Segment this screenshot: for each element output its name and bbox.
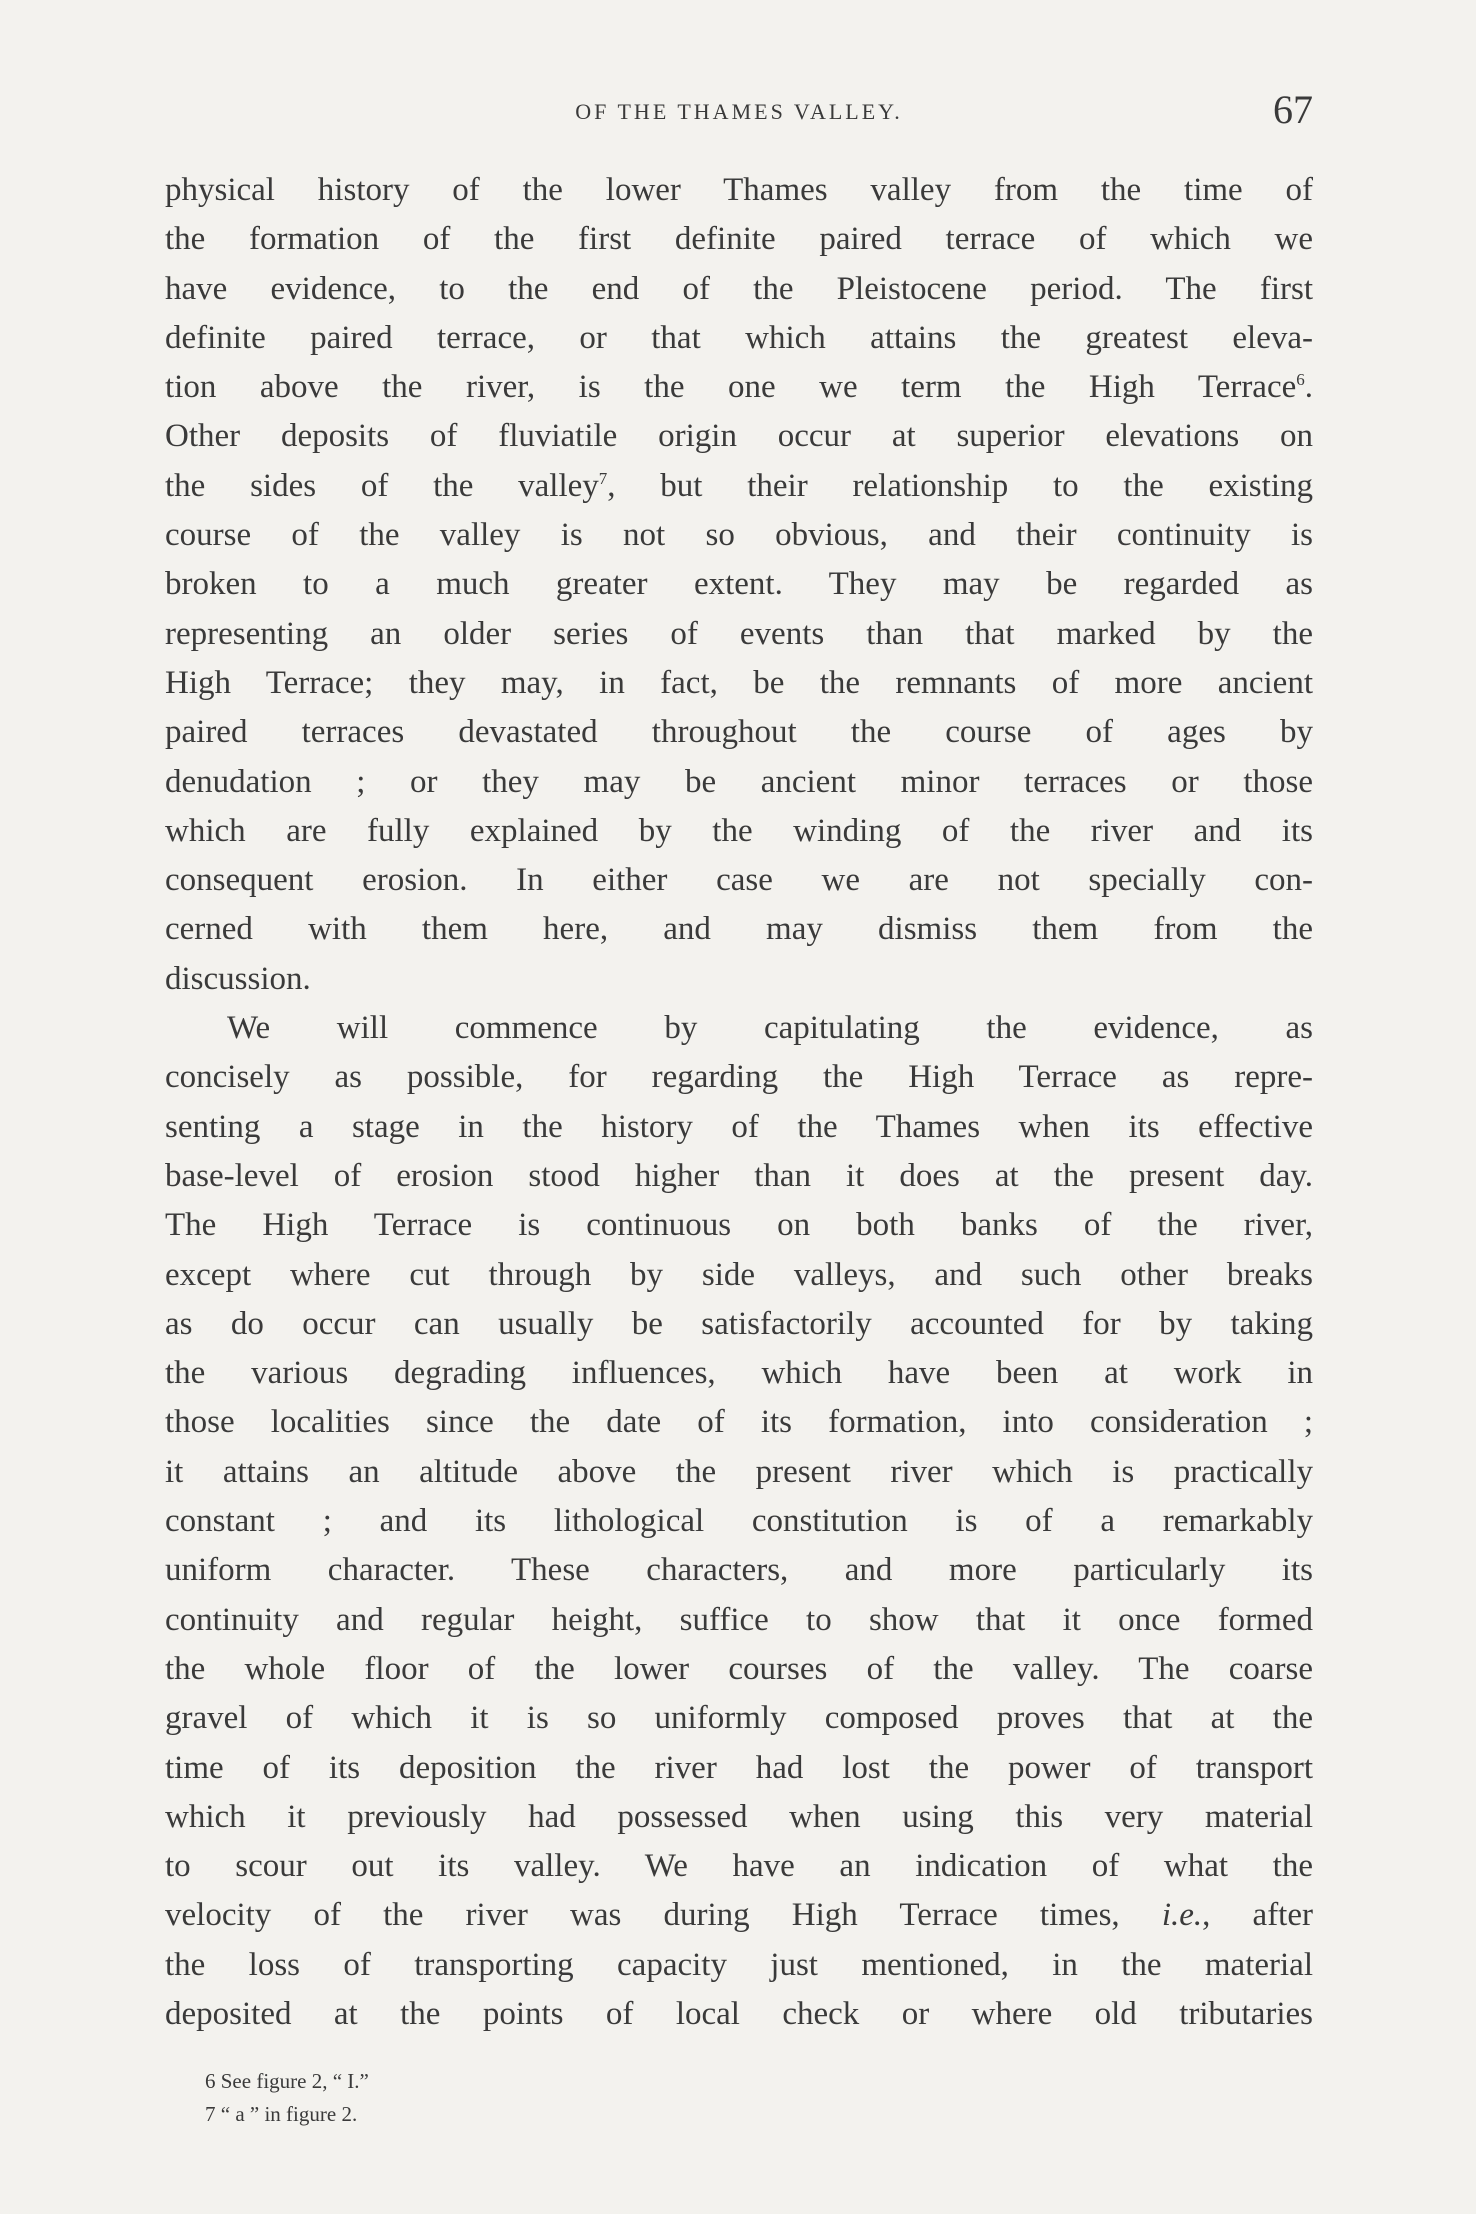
text-line: deposited at the points of local check or where old tributaries: [165, 1995, 1313, 2032]
footnote-ref-6: 6: [1296, 370, 1305, 390]
text-line: paired terraces devastated throughout the course of ages by: [165, 714, 1313, 751]
running-title: OF THE THAMES VALLEY.: [575, 99, 903, 124]
text-line: the various degrading influences, which have been at work in: [165, 1355, 1313, 1392]
body-text: [165, 166, 1313, 2039]
text-line: to scour out its valley. We have an indication of what the: [165, 1848, 1313, 1885]
text-line: which are fully explained by the winding of the river and its: [165, 812, 1313, 849]
text-line: constant ; and its lithological constitution is of a remarkably: [165, 1503, 1313, 1540]
text-line: have evidence, to the end of the Pleistocene period. The first: [165, 270, 1313, 307]
text-line-segment: tion above the river, is the one we term the High Terrace: [165, 369, 1297, 406]
text-line: it attains an altitude above the present river which is practically: [165, 1453, 1313, 1490]
text-line: the whole floor of the lower courses of the valley. The coarse: [165, 1650, 1313, 1687]
text-line: base-level of erosion stood higher than it does at the present day.: [165, 1157, 1313, 1194]
text-line: the formation of the first definite paired terrace of which we: [165, 221, 1313, 258]
text-line: [165, 1891, 1313, 1940]
footnote-6: 6 See figure 2, “ I.”: [205, 2069, 369, 2093]
text-line-segment: , after: [1202, 1897, 1313, 1934]
text-line: senting a stage in the history of the Thames when its effective: [165, 1108, 1313, 1145]
text-line-segment: velocity of the river was during High Terrace times,: [165, 1897, 1162, 1934]
running-head: [165, 87, 1313, 140]
text-line: uniform character. These characters, and more particularly its: [165, 1552, 1313, 1589]
text-line: which it previously had possessed when using this very material: [165, 1798, 1313, 1835]
text-line: those localities since the date of its formation, into consideration ;: [165, 1404, 1313, 1441]
footnotes: [205, 2065, 1105, 2131]
text-line: course of the valley is not so obvious, and their continuity is: [165, 517, 1313, 554]
text-line-segment: the sides of the valley: [165, 467, 599, 504]
text-line: representing an older series of events than that marked by the: [165, 615, 1313, 652]
text-line: We will commence by capitulating the evidence, as: [227, 1010, 1313, 1047]
text-line: [165, 363, 1313, 412]
text-line: cerned with them here, and may dismiss them from the: [165, 911, 1313, 948]
text-line: The High Terrace is continuous on both banks of the river,: [165, 1207, 1313, 1244]
text-line-segment: , but their relationship to the existing: [607, 467, 1313, 504]
text-line: except where cut through by side valleys, and such other breaks: [165, 1256, 1313, 1293]
text-line: consequent erosion. In either case we are not specially con-: [165, 862, 1313, 899]
text-line: High Terrace; they may, in fact, be the remnants of more ancient: [165, 664, 1313, 701]
text-line: definite paired terrace, or that which attains the greatest eleva-: [165, 319, 1313, 356]
footnote-ref-7: 7: [598, 468, 608, 488]
text-line: discussion.: [165, 960, 311, 997]
text-line: Other deposits of fluviatile origin occur at superior elevations on: [165, 418, 1313, 455]
text-line: broken to a much greater extent. They may be regarded as: [165, 566, 1313, 603]
text-line: [165, 462, 1313, 511]
page-number: 67: [1273, 87, 1313, 132]
text-line: as do occur can usually be satisfactorily accounted for by taking: [165, 1305, 1313, 1342]
text-line: the loss of transporting capacity just mentioned, in the material: [165, 1946, 1313, 1983]
text-line: continuity and regular height, suffice to show that it once formed: [165, 1601, 1313, 1638]
italic-ie: i.e.: [1161, 1897, 1203, 1934]
text-line: concisely as possible, for regarding the High Terrace as repre-: [165, 1059, 1313, 1096]
footnote-7: 7 “ a ” in figure 2.: [205, 2102, 358, 2126]
text-line: gravel of which it is so uniformly composed proves that at the: [165, 1700, 1313, 1737]
text-line: physical history of the lower Thames valley from the time of: [165, 172, 1313, 208]
text-line-segment: .: [1304, 369, 1313, 406]
text-line: time of its deposition the river had lost the power of transport: [165, 1749, 1313, 1786]
text-line: denudation ; or they may be ancient minor terraces or those: [165, 763, 1313, 800]
